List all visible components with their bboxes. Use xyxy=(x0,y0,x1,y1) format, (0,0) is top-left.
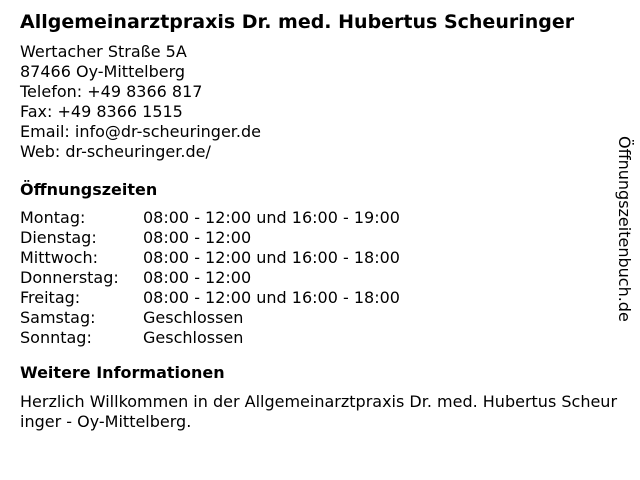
page-title: Allgemeinarztpraxis Dr. med. Hubertus Scheuringer xyxy=(20,11,575,33)
hours-row-thursday xyxy=(20,268,612,288)
source-watermark: Öffnungszeitenbuch.de xyxy=(615,136,634,322)
hours-value: Geschlossen xyxy=(143,308,244,327)
opening-hours-heading: Öffnungszeiten xyxy=(20,180,158,199)
hours-value: Geschlossen xyxy=(143,328,244,347)
day-label: Sonntag: xyxy=(20,328,92,347)
more-info-text: Herzlich Willkommen in der Allgemeinarztpraxis Dr. med. Hubertus Scheuringer - Oy-Mittelberg. xyxy=(20,392,618,431)
phone-number: Telefon: +49 8366 817 xyxy=(20,82,203,101)
address-block xyxy=(20,42,612,162)
hours-value: 08:00 - 12:00 und 16:00 - 18:00 xyxy=(143,248,400,267)
hours-row-monday xyxy=(20,208,612,228)
day-label: Donnerstag: xyxy=(20,268,119,287)
day-label: Montag: xyxy=(20,208,86,227)
hours-row-friday xyxy=(20,288,612,308)
day-label: Dienstag: xyxy=(20,228,97,247)
opening-hours-table xyxy=(20,208,612,348)
hours-row-saturday xyxy=(20,308,612,328)
email-address: Email: info@dr-scheuringer.de xyxy=(20,122,261,141)
website: Web: dr-scheuringer.de/ xyxy=(20,142,211,161)
day-label: Freitag: xyxy=(20,288,81,307)
fax-number: Fax: +49 8366 1515 xyxy=(20,102,183,121)
street-address: Wertacher Straße 5A xyxy=(20,42,187,61)
hours-value: 08:00 - 12:00 xyxy=(143,228,252,247)
hours-row-tuesday xyxy=(20,228,612,248)
hours-value: 08:00 - 12:00 und 16:00 - 19:00 xyxy=(143,208,400,227)
hours-value: 08:00 - 12:00 und 16:00 - 18:00 xyxy=(143,288,400,307)
city-address: 87466 Oy-Mittelberg xyxy=(20,62,186,81)
hours-row-sunday xyxy=(20,328,612,348)
day-label: Samstag: xyxy=(20,308,96,327)
practice-card xyxy=(20,10,618,432)
hours-row-wednesday xyxy=(20,248,612,268)
more-info-heading: Weitere Informationen xyxy=(20,363,225,382)
hours-value: 08:00 - 12:00 xyxy=(143,268,252,287)
day-label: Mittwoch: xyxy=(20,248,98,267)
